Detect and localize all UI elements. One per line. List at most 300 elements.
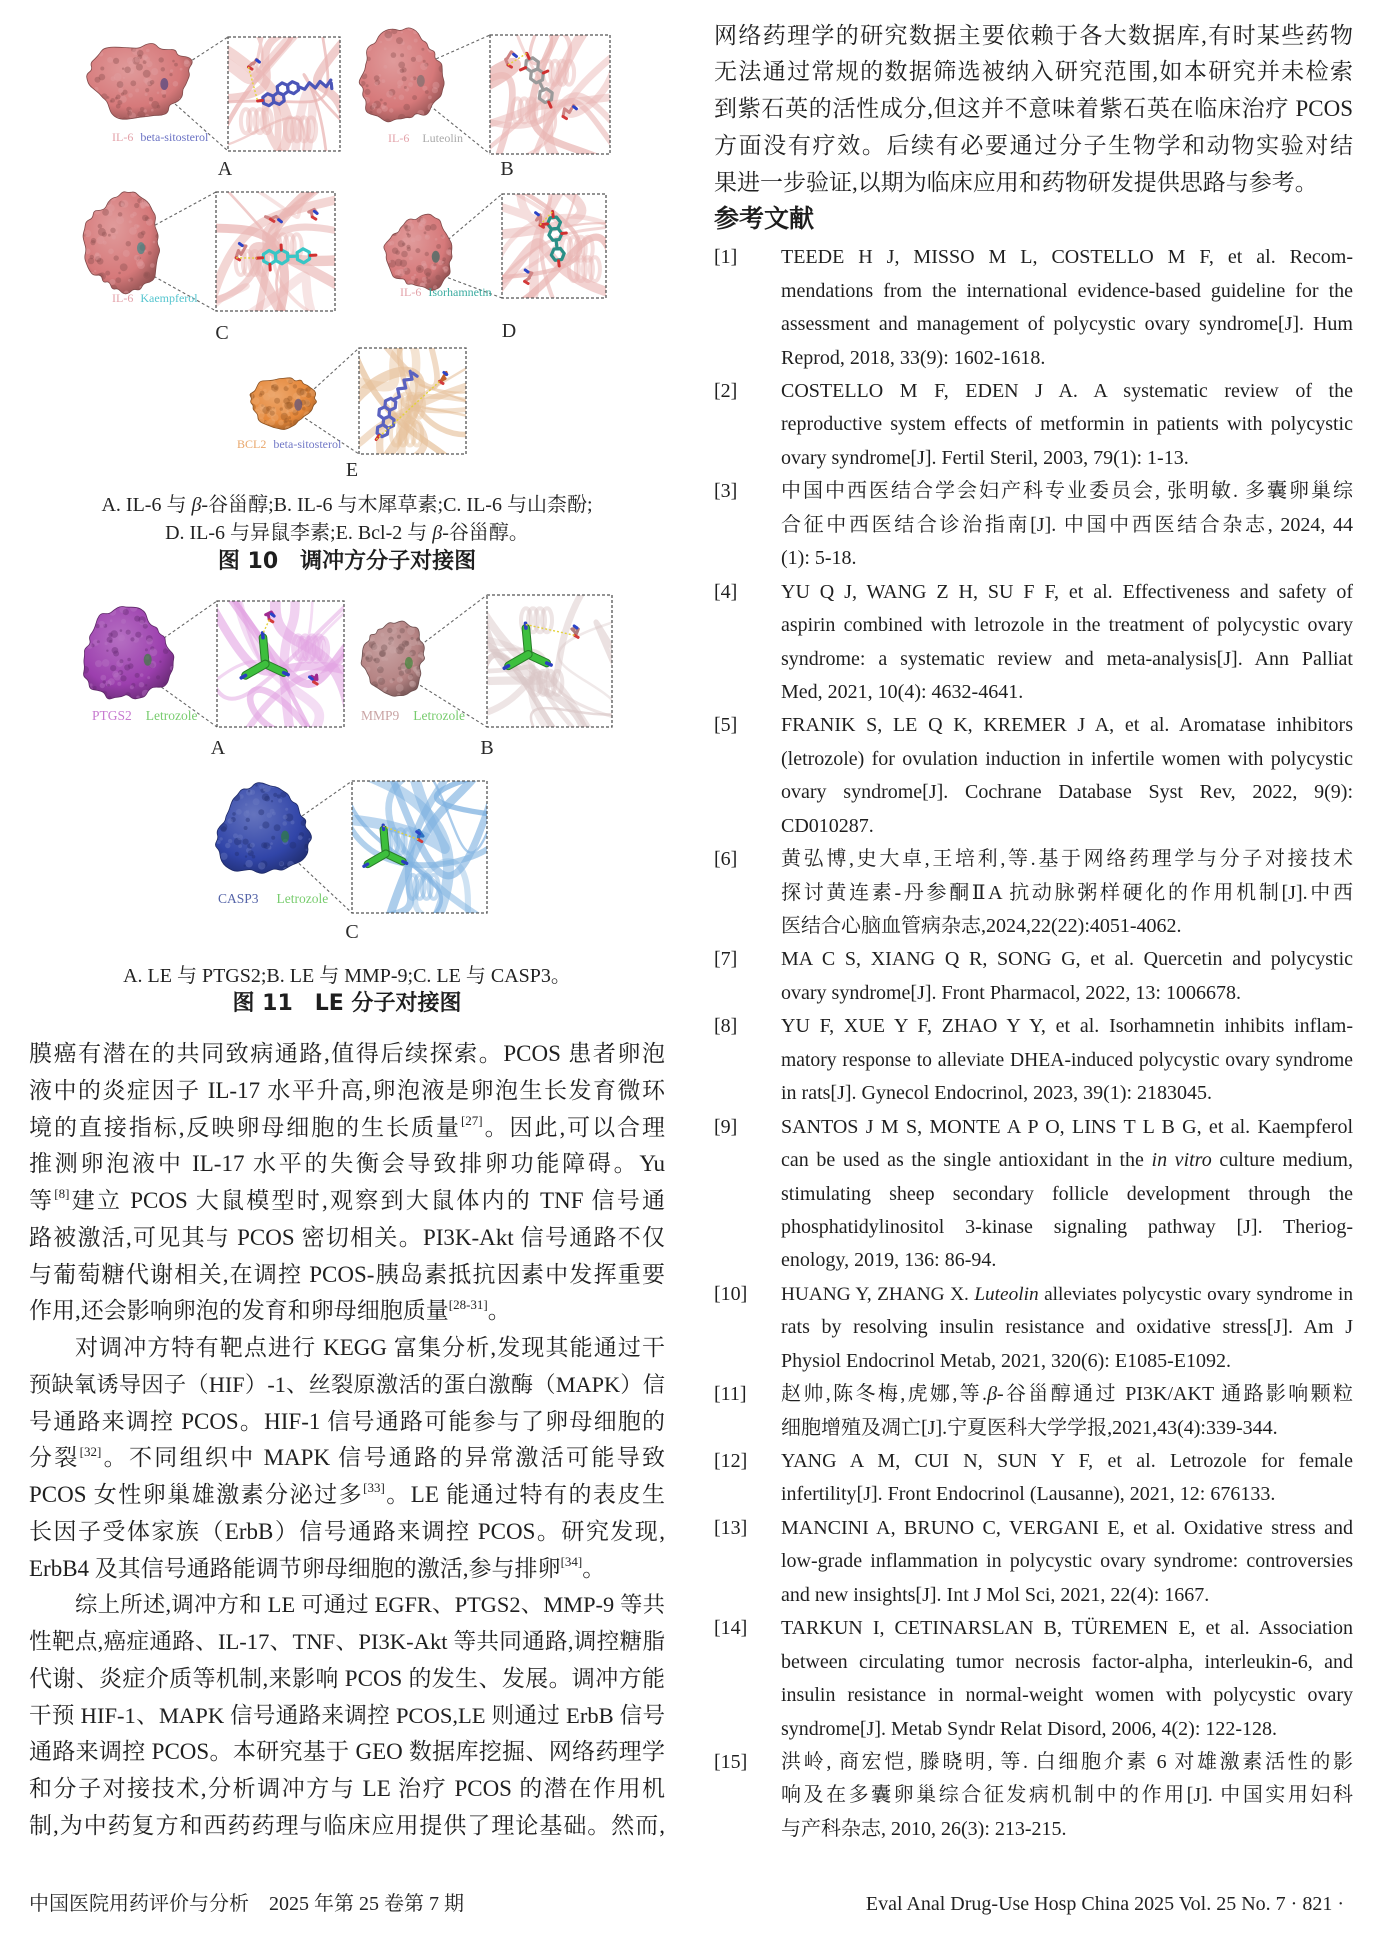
reference-number: [13]	[714, 1516, 748, 1539]
text-segment: HUANG Y, ZHANG X.	[781, 1283, 975, 1305]
text-line: stimulating sheep secondary follicle development through the	[781, 1182, 1353, 1205]
surface-texture	[135, 632, 141, 638]
surface-texture	[401, 251, 408, 258]
reference-item	[714, 1111, 1353, 1278]
surface-texture	[97, 258, 104, 265]
text-line: 和分子对接技术,分析调冲方与 LE 治疗 PCOS 的潜在作用机	[29, 1776, 665, 1801]
surface-texture	[401, 616, 406, 621]
text-segment: alleviates polycystic ovary syndrome in	[1038, 1283, 1353, 1305]
text-line: MA C S, XIANG Q R, SONG G, et al. Quercetin and polycystic	[781, 948, 1353, 971]
surface-texture	[433, 263, 436, 266]
connector-line	[164, 601, 217, 638]
text-line: TEEDE H J, MISSO M L, COSTELLO M F, et al. Recom-	[781, 246, 1353, 269]
surface-texture	[143, 624, 148, 629]
nitrile-tip	[403, 862, 407, 864]
surface-texture	[406, 233, 409, 236]
surface-texture	[78, 227, 83, 232]
surface-texture	[252, 855, 256, 859]
paragraph	[29, 1587, 665, 1844]
surface-texture	[184, 83, 191, 90]
reference-number: [1]	[714, 246, 738, 269]
surface-texture	[140, 673, 144, 677]
surface-texture	[411, 276, 415, 280]
surface-texture	[427, 114, 434, 121]
reference-text	[781, 1010, 1353, 1110]
surface-texture	[119, 659, 123, 663]
surface-texture	[379, 618, 386, 625]
zoom-box-content	[484, 29, 616, 160]
connector-line	[448, 194, 502, 240]
surface-texture	[451, 238, 457, 244]
oxygen-atom	[312, 217, 316, 219]
surface-texture	[157, 266, 160, 269]
surface-texture	[379, 651, 385, 657]
reference-number: [5]	[714, 714, 738, 737]
protein-surface	[353, 21, 452, 131]
reference-text	[781, 1746, 1353, 1846]
reference-item	[714, 375, 1353, 475]
reference-number: [2]	[714, 380, 738, 403]
reference-number: [9]	[714, 1115, 738, 1138]
text-line: between circulating tumor necrosis factor-alpha, interleukin-6, and	[781, 1650, 1353, 1673]
reference-item	[714, 843, 1353, 943]
paragraph	[29, 1036, 665, 1330]
surface-texture	[95, 197, 100, 202]
surface-texture	[80, 71, 85, 76]
surface-texture	[117, 682, 121, 686]
surface-texture	[365, 635, 369, 639]
ligand-name: Letrozole	[145, 708, 198, 723]
surface-texture	[406, 626, 409, 629]
surface-texture	[285, 808, 288, 811]
surface-texture	[145, 648, 148, 651]
oxygen-atom	[270, 219, 274, 221]
text-line: 中国中西医结合学会妇产科专业委员会, 张明敏. 多囊卵巢综	[781, 480, 1353, 503]
surface-texture	[126, 241, 131, 246]
surface-texture	[157, 686, 162, 691]
surface-texture	[353, 93, 358, 98]
text-line: 性靶点,癌症通路、IL-17、TNF、PI3K-Akt 等共同通路,调控糖脂	[29, 1629, 665, 1654]
surface-texture	[246, 810, 250, 814]
surface-texture	[220, 853, 227, 860]
text-line: 预缺氧诱导因子（HIF）-1、丝裂原激活的蛋白激酶（MAPK）信	[29, 1371, 665, 1397]
surface-texture	[372, 644, 380, 652]
ligand-name: Letrozole	[276, 891, 329, 906]
reference-number: [3]	[714, 480, 738, 503]
nitrogen-atom	[525, 270, 528, 272]
surface-texture	[397, 615, 402, 620]
protein-name: IL-6	[112, 130, 134, 144]
surface-texture	[394, 649, 398, 653]
reference-item	[714, 1278, 1353, 1378]
surface-texture	[410, 77, 414, 81]
surface-texture	[82, 90, 85, 93]
surface-texture	[225, 795, 232, 802]
surface-texture	[118, 272, 121, 275]
surface-texture	[147, 606, 154, 613]
surface-texture	[98, 224, 103, 229]
surface-texture	[415, 235, 421, 241]
surface-texture	[411, 637, 414, 640]
surface-texture	[432, 36, 440, 44]
surface-texture	[398, 667, 402, 671]
surface-texture	[278, 420, 284, 426]
right-column-body	[714, 18, 1353, 202]
surface-texture	[293, 384, 297, 388]
surface-texture	[135, 57, 141, 63]
surface-texture	[290, 842, 297, 849]
surface-texture	[143, 272, 150, 279]
paragraph	[714, 18, 1353, 202]
reference-number: [4]	[714, 580, 738, 603]
text-line: 与产科杂志, 2010, 26(3): 213-215.	[781, 1817, 1067, 1840]
surface-texture	[136, 64, 143, 71]
surface-texture	[389, 108, 393, 112]
surface-texture	[411, 238, 416, 243]
binding-site-marker	[294, 399, 302, 411]
text-line: ovary syndrome[J]. Front Pharmacol, 2022, 13: 1006678.	[781, 981, 1241, 1004]
surface-texture	[156, 118, 160, 122]
text-line: syndrome: a systematic review and meta-analysis[J]. Ann Palliat	[781, 647, 1353, 670]
surface-texture	[380, 99, 383, 102]
zoom-box-content	[353, 342, 472, 460]
reference-number: [11]	[714, 1383, 747, 1406]
surface-texture	[109, 640, 112, 643]
surface-texture	[439, 99, 445, 105]
text-line: reproductive system effects of metformin in patients with polycystic	[781, 413, 1353, 436]
text-line: 膜癌有潜在的共同致病通路,值得后续探索。PCOS 患者卵泡	[29, 1041, 665, 1066]
surface-texture	[299, 374, 304, 379]
surface-texture	[214, 814, 217, 817]
text-line: 路被激活,可见其与 PCOS 密切相关。PI3K-Akt 信号通路不仅	[29, 1224, 665, 1250]
surface-texture	[395, 21, 398, 24]
surface-texture	[314, 412, 318, 416]
surface-texture	[389, 639, 395, 645]
surface-texture	[380, 633, 384, 637]
surface-texture	[158, 37, 165, 44]
surface-texture	[90, 98, 97, 105]
surface-texture	[407, 247, 411, 251]
zoom-box-content	[210, 186, 341, 317]
surface-texture	[123, 250, 130, 257]
surface-texture	[102, 209, 109, 216]
surface-texture	[392, 21, 398, 27]
hydroxyl-group	[549, 102, 551, 107]
surface-texture	[425, 225, 431, 231]
surface-texture	[104, 286, 112, 294]
text-segment: -谷甾醇通过 PI3K/AKT 通路影响颗粒	[997, 1383, 1353, 1406]
nitrile-tip	[241, 675, 245, 677]
text-line: MANCINI A, BRUNO C, VERGANI E, et al. Oxidative stress and	[781, 1516, 1353, 1539]
surface-texture	[385, 272, 391, 278]
surface-texture	[278, 799, 282, 803]
surface-texture	[400, 678, 403, 681]
caption-italic: β	[432, 522, 443, 544]
surface-texture	[289, 420, 292, 423]
reference-item	[714, 1612, 1353, 1746]
surface-texture	[103, 680, 106, 683]
surface-texture	[108, 249, 114, 255]
surface-texture	[244, 826, 248, 830]
surface-texture	[111, 704, 115, 708]
text-line: 到紫石英的活性成分,但这并不意味着紫石英在临床治疗 PCOS	[714, 96, 1353, 122]
reference-text	[781, 1378, 1353, 1445]
caption-text: A. LE 与 PTGS2;B. LE 与 MMP-9;C. LE 与 CASP3。	[123, 965, 571, 987]
hydroxyl-group	[258, 100, 263, 101]
surface-texture	[84, 632, 89, 637]
text-line: aspirin combined with letrozole in the treatment of polycystic ovary	[781, 614, 1353, 637]
reference-item	[714, 943, 1353, 1010]
surface-texture	[271, 385, 274, 388]
surface-texture	[127, 111, 132, 116]
surface-texture	[377, 666, 384, 673]
surface-texture	[455, 253, 461, 259]
surface-texture	[283, 815, 288, 820]
surface-texture	[112, 671, 119, 678]
reference-text	[781, 709, 1353, 843]
surface-texture	[159, 237, 166, 244]
surface-texture	[150, 80, 155, 85]
surface-texture	[398, 617, 401, 620]
surface-texture	[271, 800, 273, 802]
zoom-box-content	[222, 31, 346, 157]
footer-journal-name: 中国医院用药评价与分析 2025 年第 25 卷第 7 期	[29, 1893, 464, 1915]
text-line: 响及在多囊卵巢综合征发病机制中的作用[J]. 中国实用妇科	[781, 1784, 1353, 1807]
surface-texture	[273, 793, 277, 797]
surface-texture	[134, 224, 139, 229]
nitrogen-atom	[271, 614, 274, 616]
surface-texture	[124, 664, 130, 670]
surface-texture	[121, 619, 126, 624]
surface-texture	[407, 45, 412, 50]
surface-texture	[405, 116, 411, 122]
surface-texture	[271, 836, 275, 840]
surface-texture	[453, 256, 457, 260]
ligand-name: beta-sitosterol	[140, 130, 209, 144]
text-line: 综上所述,调冲方和 LE 可通过 EGFR、PTGS2、MMP-9 等共	[75, 1592, 665, 1618]
surface-texture	[270, 842, 273, 845]
reference-number: [12]	[714, 1450, 748, 1473]
surface-texture	[398, 240, 405, 247]
reference-text	[781, 1445, 1353, 1512]
surface-texture	[124, 67, 131, 74]
protein-name: CASP3	[218, 891, 259, 906]
text-line: Med, 2021, 10(4): 4632-4641.	[781, 680, 1024, 703]
references-heading: 参考文献	[714, 204, 815, 234]
surface-texture	[110, 619, 113, 622]
text-line: low-grade inflammation in polycystic ovary syndrome: controversies	[781, 1550, 1353, 1573]
surface-texture	[166, 635, 170, 639]
surface-texture	[189, 68, 197, 76]
surface-texture	[372, 103, 377, 108]
surface-texture	[110, 228, 115, 233]
surface-texture	[150, 648, 158, 656]
surface-texture	[188, 85, 193, 90]
reference-list	[714, 241, 1353, 1846]
surface-texture	[425, 235, 428, 238]
surface-texture	[258, 875, 263, 880]
nitrogen-atom	[279, 220, 282, 222]
surface-texture	[409, 212, 413, 216]
surface-texture	[391, 52, 397, 58]
surface-texture	[356, 87, 361, 92]
surface-texture	[357, 668, 364, 675]
surface-texture	[126, 630, 131, 635]
panel-label	[92, 708, 198, 724]
reference-item	[714, 1746, 1353, 1846]
text-line: FRANIK S, LE Q K, KREMER J A, et al. Aromatase inhibitors	[781, 714, 1353, 737]
surface-texture	[441, 235, 445, 239]
surface-texture	[389, 679, 393, 683]
text-line: 通路来调控 PCOS。本研究基于 GEO 数据库挖掘、网络药理学	[29, 1739, 665, 1765]
surface-texture	[443, 266, 448, 271]
surface-texture	[153, 241, 156, 244]
surface-texture	[420, 218, 424, 222]
reference-text	[781, 241, 1353, 375]
reference-item	[714, 709, 1353, 843]
surface-texture	[88, 258, 95, 265]
surface-texture	[274, 386, 278, 390]
oxygen-atom	[440, 381, 444, 383]
reference-text	[781, 375, 1353, 475]
surface-texture	[400, 53, 404, 57]
surface-texture	[227, 818, 233, 824]
surface-texture	[237, 834, 243, 840]
reference-text	[781, 1278, 1353, 1378]
surface-texture	[184, 60, 191, 67]
surface-texture	[446, 67, 451, 72]
surface-texture	[402, 76, 407, 81]
text-segment: 等	[29, 1188, 55, 1213]
text-line	[781, 1278, 1353, 1311]
surface-texture	[159, 661, 161, 663]
text-line: Physiol Endocrinol Metab, 2021, 320(6): E1085-E1092.	[781, 1349, 1231, 1372]
figure-10-graphics	[78, 21, 616, 460]
surface-texture	[186, 97, 190, 101]
text-line: 方面没有疗效。后续有必要通过分子生物学和动物实验对结	[714, 132, 1353, 158]
figure-10-caption-line	[29, 519, 665, 547]
panel-label	[400, 284, 492, 300]
caption-italic: β	[191, 494, 202, 516]
surface-texture	[421, 679, 426, 684]
surface-texture	[374, 82, 378, 86]
surface-texture	[421, 668, 426, 673]
surface-texture	[421, 48, 424, 51]
surface-texture	[380, 41, 383, 44]
surface-texture	[150, 263, 155, 268]
surface-texture	[400, 260, 407, 267]
surface-texture	[119, 672, 122, 675]
surface-texture	[425, 110, 433, 118]
reference-number: [6]	[714, 848, 738, 871]
surface-texture	[280, 862, 284, 866]
surface-texture	[161, 90, 166, 95]
hydroxyl-group	[542, 224, 547, 225]
surface-texture	[248, 387, 253, 392]
text-line: rats by resolving insulin resistance and oxidative stress[J]. Am J	[781, 1316, 1353, 1339]
surface-texture	[100, 67, 104, 71]
surface-texture	[403, 104, 410, 111]
surface-texture	[417, 219, 420, 222]
surface-texture	[158, 271, 160, 273]
surface-texture	[377, 625, 380, 628]
surface-texture	[159, 57, 164, 62]
surface-texture	[267, 813, 272, 818]
surface-texture	[256, 875, 261, 880]
oxygen-atom	[525, 281, 529, 283]
surface-texture	[128, 279, 131, 282]
surface-texture	[430, 224, 437, 231]
reference-number: [10]	[714, 1282, 748, 1305]
surface-texture	[435, 275, 440, 280]
surface-texture	[409, 681, 416, 688]
surface-texture	[154, 611, 159, 616]
surface-texture	[121, 92, 124, 95]
surface-texture	[82, 72, 87, 77]
surface-texture	[277, 794, 281, 798]
text-segment: 。不同组织中 MAPK 信号通路的异常激活可能导致	[101, 1445, 665, 1471]
surface-texture	[84, 62, 91, 69]
text-segment: PCOS 女性卵巢雄激素分泌过多	[29, 1482, 364, 1507]
surface-texture	[114, 73, 122, 81]
surface-texture	[421, 261, 426, 266]
surface-texture	[251, 388, 254, 391]
nitrogen-atom	[314, 211, 317, 213]
text-segment: 。	[582, 1555, 606, 1581]
surface-texture	[160, 265, 164, 269]
surface-texture	[427, 665, 430, 668]
italic-text: β	[987, 1383, 998, 1406]
surface-texture	[272, 780, 278, 786]
nitrogen-atom	[536, 213, 539, 215]
surface-texture	[250, 790, 255, 795]
text-line: phosphatidylinositol 3-kinase signaling pathway [J]. Theriog-	[781, 1215, 1353, 1238]
surface-texture	[130, 685, 134, 689]
surface-texture	[162, 626, 164, 628]
surface-texture	[246, 818, 250, 822]
surface-texture	[137, 50, 144, 57]
surface-texture	[397, 80, 403, 86]
text-line: matory response to alleviate DHEA-induced polycystic ovary syndrome	[781, 1049, 1353, 1071]
protein-name: IL-6	[112, 291, 134, 305]
surface-texture	[434, 47, 438, 51]
nitrogen-atom	[257, 60, 260, 62]
surface-texture	[103, 106, 106, 109]
carbonyl-group	[543, 71, 548, 73]
protein-name: IL-6	[400, 285, 422, 299]
surface-texture	[128, 93, 133, 98]
surface-texture	[394, 222, 400, 228]
reference-item	[714, 241, 1353, 375]
caption-text: D. IL-6 与异鼠李素;E. Bcl-2 与	[165, 522, 433, 544]
binding-site-marker	[137, 242, 145, 254]
surface-texture	[409, 220, 412, 223]
surface-texture	[238, 844, 242, 848]
surface-texture	[394, 227, 397, 230]
binding-site-marker	[405, 657, 413, 669]
surface-texture	[164, 247, 168, 251]
text-line: 制,为中药复方和西药药理与临床应用提供了理论基础。然而,	[29, 1812, 665, 1838]
surface-texture	[219, 823, 227, 831]
surface-texture	[374, 658, 380, 664]
surface-texture	[409, 210, 414, 215]
text-segment: 赵帅,陈冬梅,虎娜,等.	[781, 1383, 988, 1406]
surface-texture	[314, 838, 316, 840]
surface-texture	[245, 855, 247, 857]
surface-texture	[127, 57, 134, 64]
surface-texture	[372, 36, 375, 39]
reference-number: [8]	[714, 1015, 738, 1038]
